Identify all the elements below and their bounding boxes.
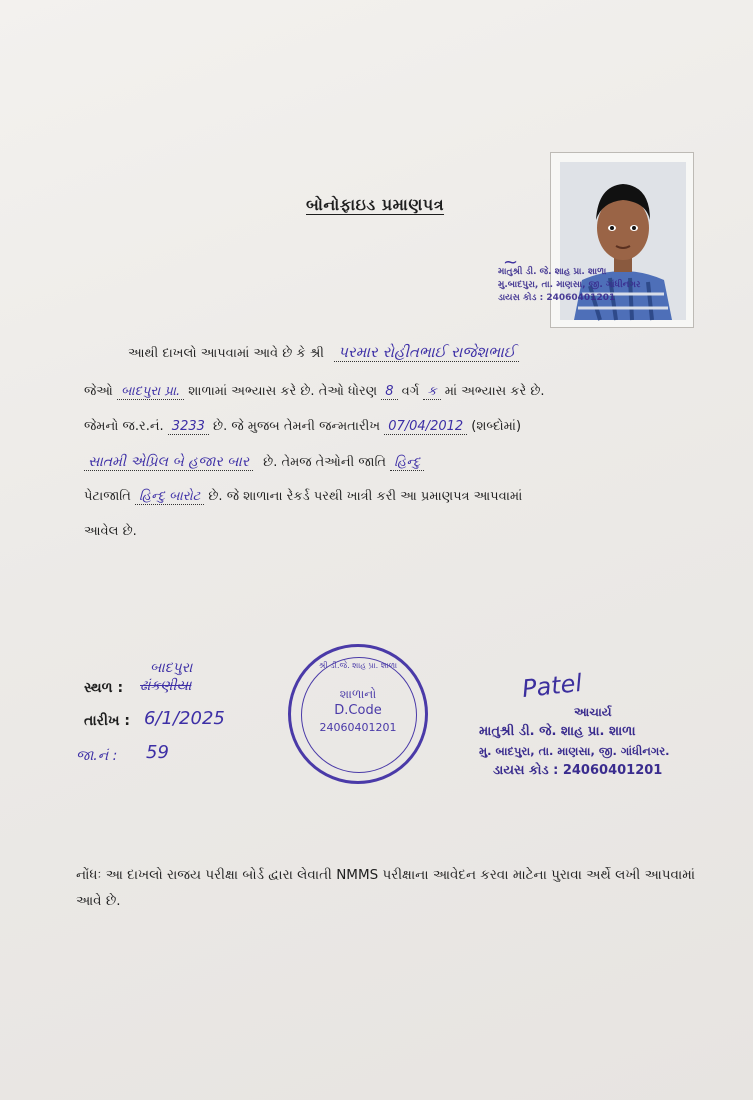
dob-in-words: સાતમી એપ્રિલ બે હજાર બાર	[84, 454, 253, 471]
place-handwritten: બાદપુરા	[150, 660, 193, 676]
line2-suffix: માં અભ્યાસ કરે છે.	[444, 384, 545, 399]
date-value: 6/1/2025	[144, 708, 225, 729]
principal-title: આચાર્ય	[574, 705, 612, 719]
subcaste-value: હિન્દુ બારોટ	[135, 489, 204, 505]
body-line-3	[84, 419, 521, 434]
student-name: પરમાર રોહીતભાઈ રાજેશભાઈ	[334, 343, 519, 362]
register-number: 3233	[168, 419, 209, 435]
student-photo-image	[498, 162, 684, 318]
footer-note: નોંધઃ આ દાખલો રાજય પરીક્ષા બોર્ડ દ્વારા લેવાતી NMMS પરીક્ષાના આવેદન કરવા માટેના પુરાવા અર્થે લખી આપવામાં આવે છે.	[76, 867, 696, 909]
line4-mid: છે. તેમજ તેઓની જાતિ	[263, 455, 386, 470]
body-line-5	[84, 489, 522, 504]
photo-stamp-line3: ડાયસ કોડ : 24060401201	[498, 293, 616, 303]
standard-value: 8	[381, 384, 397, 400]
line6-text: આવેલ છે.	[84, 524, 137, 539]
body-line-2	[84, 384, 545, 399]
body-line-4	[84, 454, 424, 470]
line3-prefix: જેમનો જ.ર.નં.	[84, 419, 164, 434]
photo-overlap-stamp	[498, 266, 688, 305]
school-stamp-dise: ડાયસ કોડ : 24060401201	[493, 763, 663, 778]
class-value: ક	[423, 384, 440, 400]
outward-label: જા.નં :	[76, 748, 118, 764]
line5-suffix: છે. જે શાળાના રેકર્ડ પરથી ખાત્રી કરી આ પ્રમાણપત્ર આપવામાં	[208, 489, 523, 504]
body-line-1	[128, 343, 519, 361]
principal-signature: Patel	[520, 668, 584, 704]
line3-mid: છે. જે મુજબ તેમની જન્મતારીખ	[213, 419, 381, 434]
school-stamp-line1: માતુશ્રી ડી. જે. શાહ પ્રા. શાળા	[479, 724, 636, 739]
certificate-title: બોનોફાઇડ પ્રમાણપત્ર	[306, 195, 445, 214]
place-struck-value: ઢાંકણીયા	[140, 678, 192, 694]
stamp-outer-text: શ્રી ડી.જે. શાહ પ્રા. શાળા	[318, 661, 398, 670]
school-round-stamp	[288, 644, 428, 784]
line2-prefix: જેઓ	[84, 384, 113, 399]
student-photo	[498, 152, 694, 328]
line2-mid: શાળામાં અભ્યાસ કરે છે. તેઓ ધોરણ	[188, 384, 378, 399]
stamp-center-line1: શાળાનો	[339, 687, 377, 701]
line5-prefix: પેટાજાતિ	[84, 489, 131, 504]
date-of-birth: 07/04/2012	[384, 419, 467, 435]
photo-signature-scribble: ~	[503, 252, 519, 273]
class-label: વર્ગ	[401, 384, 420, 399]
school-stamp-line2: મુ. બાદપુરા, તા. માણસા, જી. ગાંધીનગર.	[479, 744, 670, 758]
photo-stamp-line2: મુ.બાદપુરા, તા. માણસા, જી. ગાંધીનગર	[498, 280, 641, 290]
stamp-center-line2: D.Code	[334, 703, 382, 718]
photo-stamp-line1: માતુશ્રી ડી. જે. શાહ પ્રા. શાળા	[498, 267, 607, 277]
caste-value: હિન્દુ	[390, 455, 424, 471]
stamp-center-line3: 24060401201	[319, 721, 397, 734]
line3-suffix: (શબ્દોમાં)	[471, 419, 522, 434]
outward-number: 59	[146, 742, 169, 763]
line1-prefix: આથી દાખલો આપવામાં આવે છે કે શ્રી	[128, 346, 325, 361]
body-line-6	[84, 524, 137, 539]
date-label: તારીખ :	[84, 713, 130, 729]
school-name: બાદપુરા પ્રા.	[117, 384, 184, 400]
place-label: સ્થળ :	[84, 680, 124, 696]
